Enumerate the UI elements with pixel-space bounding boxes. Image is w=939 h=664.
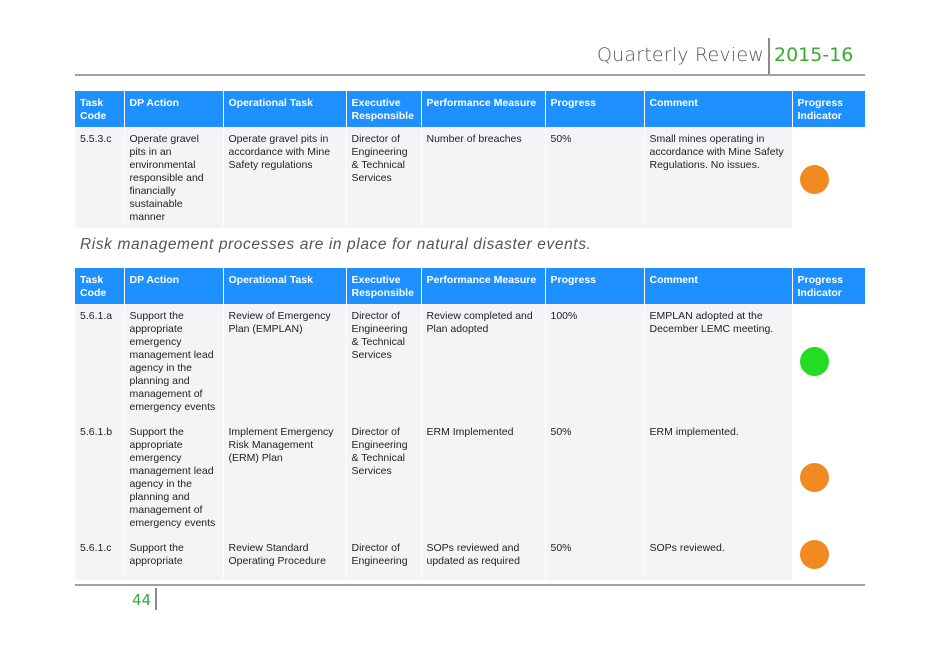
- progress-value: 50%: [545, 536, 644, 580]
- col-header-measure: Performance Measure: [421, 268, 545, 304]
- operational-task: Review of Emergency Plan (EMPLAN): [223, 304, 346, 420]
- indicator-cell: [792, 304, 865, 420]
- col-header-dp-action: DP Action: [124, 91, 223, 127]
- col-header-indicator: Progress Indicator: [792, 91, 865, 127]
- section-subheading: Risk management processes are in place for natural disaster events.: [80, 236, 592, 253]
- col-header-task-code: Task Code: [75, 268, 124, 304]
- col-header-executive: Executive Responsible: [346, 268, 421, 304]
- footer-divider: [155, 588, 157, 610]
- col-header-progress: Progress: [545, 91, 644, 127]
- table-row: [75, 127, 865, 228]
- comment: SOPs reviewed.: [644, 536, 792, 580]
- comment: EMPLAN adopted at the December LEMC meeting.: [644, 304, 792, 420]
- indicator-cell: [792, 127, 865, 228]
- task-code: 5.6.1.a: [75, 304, 124, 420]
- task-table-1: [75, 91, 865, 228]
- dp-action: Operate gravel pits in an environmental responsible and financially sustainable manner: [124, 127, 223, 228]
- header-rule: [75, 74, 865, 76]
- indicator-cell: [792, 420, 865, 536]
- footer-rule: [75, 584, 865, 586]
- progress-indicator-dot: [800, 347, 829, 376]
- dp-action: Support the appropriate emergency management lead agency in the planning and management of emergency events: [124, 304, 223, 420]
- performance-measure: SOPs reviewed and updated as required: [421, 536, 545, 580]
- progress-indicator-dot: [800, 540, 829, 569]
- task-table-2: [75, 268, 865, 580]
- performance-measure: Review completed and Plan adopted: [421, 304, 545, 420]
- report-year: 2015-16: [774, 44, 854, 66]
- executive-responsible: Director of Engineering & Technical Services: [346, 127, 421, 228]
- operational-task: Implement Emergency Risk Management (ERM) Plan: [223, 420, 346, 536]
- table-row: [75, 304, 865, 420]
- table-header-row: [75, 268, 865, 304]
- col-header-indicator: Progress Indicator: [792, 268, 865, 304]
- executive-responsible: Director of Engineering & Technical Services: [346, 420, 421, 536]
- progress-value: 50%: [545, 127, 644, 228]
- col-header-progress: Progress: [545, 268, 644, 304]
- dp-action: Support the appropriate: [124, 536, 223, 580]
- performance-measure: ERM Implemented: [421, 420, 545, 536]
- table-row: [75, 420, 865, 536]
- col-header-operational-task: Operational Task: [223, 268, 346, 304]
- task-code: 5.6.1.c: [75, 536, 124, 580]
- report-title: Quarterly Review: [597, 44, 764, 66]
- col-header-comment: Comment: [644, 268, 792, 304]
- comment: Small mines operating in accordance with Mine Safety Regulations. No issues.: [644, 127, 792, 228]
- progress-value: 50%: [545, 420, 644, 536]
- task-code: 5.6.1.b: [75, 420, 124, 536]
- executive-responsible: Director of Engineering: [346, 536, 421, 580]
- operational-task: Review Standard Operating Procedure: [223, 536, 346, 580]
- comment: ERM implemented.: [644, 420, 792, 536]
- progress-value: 100%: [545, 304, 644, 420]
- col-header-measure: Performance Measure: [421, 91, 545, 127]
- table-2-container: [75, 268, 865, 580]
- col-header-task-code: Task Code: [75, 91, 124, 127]
- page-number: 44: [132, 591, 152, 609]
- executive-responsible: Director of Engineering & Technical Services: [346, 304, 421, 420]
- col-header-comment: Comment: [644, 91, 792, 127]
- table-row: [75, 536, 865, 580]
- table-header-row: [75, 91, 865, 127]
- performance-measure: Number of breaches: [421, 127, 545, 228]
- operational-task: Operate gravel pits in accordance with Mine Safety regulations: [223, 127, 346, 228]
- progress-indicator-dot: [800, 165, 829, 194]
- col-header-dp-action: DP Action: [124, 268, 223, 304]
- task-code: 5.5.3.c: [75, 127, 124, 228]
- header-divider: [768, 38, 770, 76]
- col-header-operational-task: Operational Task: [223, 91, 346, 127]
- indicator-cell: [792, 536, 865, 580]
- col-header-executive: Executive Responsible: [346, 91, 421, 127]
- progress-indicator-dot: [800, 463, 829, 492]
- dp-action: Support the appropriate emergency management lead agency in the planning and management of emergency events: [124, 420, 223, 536]
